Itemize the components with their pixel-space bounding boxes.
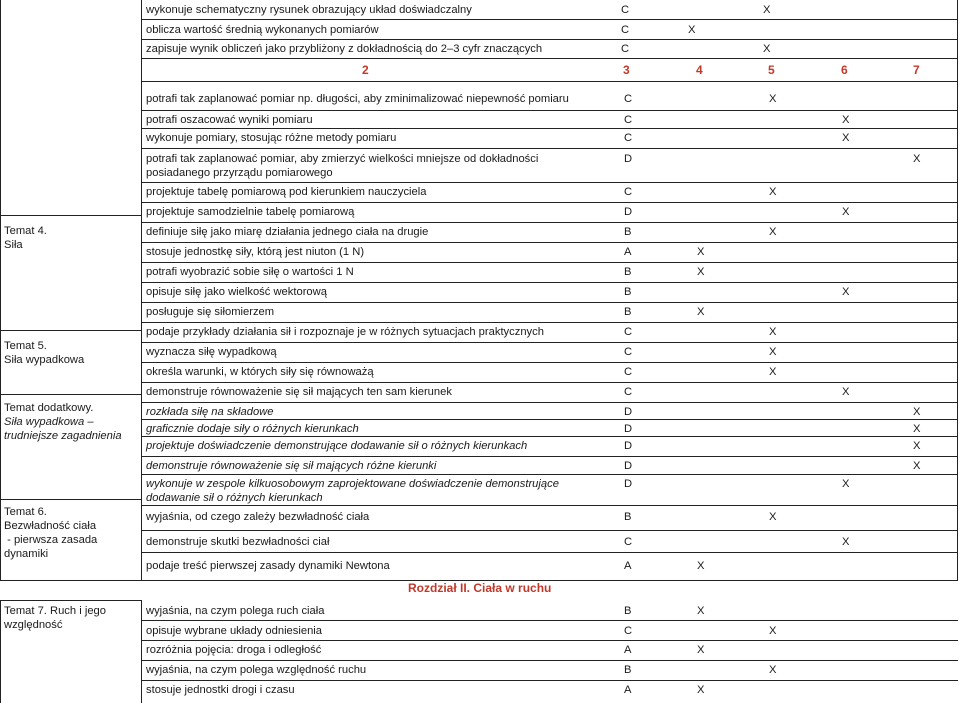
requirement-level: C [624,366,633,378]
requirement-text: wyjaśnia, na czym polega ruch ciała [146,605,325,617]
requirement-level: D [624,440,633,452]
requirement-text: stosuje jednostki drogi i czasu [146,684,295,696]
row-divider [142,419,958,420]
requirement-text: podaje treść pierwszej zasady dynamiki Newtona [146,560,390,572]
requirement-text: potrafi tak zaplanować pomiar np. długości, aby zminimalizować niepewność pomiaru [146,93,569,105]
requirement-level: C [621,24,630,36]
row-divider [142,505,958,506]
requirement-text: definiuje siłę jako miarę działania jednego ciała na drugie [146,226,429,238]
chapter2-column-divider [141,600,142,703]
requirement-text: określa warunki, w których siły się równoważą [146,366,374,378]
row-divider [142,182,958,183]
grade-mark: X [842,132,850,144]
topic-line: Temat 6. [4,506,47,518]
row-divider [142,128,958,129]
grade-mark: X [913,153,921,165]
requirement-level: C [624,93,633,105]
row-divider [142,552,958,553]
requirement-level: A [624,560,632,572]
chapter2-top-border [0,600,142,601]
row-divider [142,148,958,149]
topic-line: dynamiki [4,548,49,560]
requirement-text: wykonuje w zespole kilkuosobowym zaprojektowane doświadczenie demonstrujące dodawanie sił o różnych kierunkach [146,478,559,504]
grade-mark: X [913,406,921,418]
topic-divider [0,394,142,395]
requirement-level: D [624,423,633,435]
requirement-text: oblicza wartość średnią wykonanych pomiarów [146,24,379,36]
grade-mark: X [697,246,705,258]
grade-header-4: 4 [696,63,703,77]
grade-mark: X [697,644,705,656]
row-divider [142,660,958,661]
requirement-text: stosuje jednostkę siły, którą jest niuton (1 N) [146,246,365,258]
requirement-level: B [624,266,632,278]
topic-label [4,339,138,367]
requirement-level: D [624,478,633,490]
topic-label [4,401,138,443]
grade-header-5: 5 [768,63,775,77]
grade-mark: X [769,326,777,338]
grade-mark: X [763,4,771,16]
row-divider [142,456,958,457]
requirement-level: C [621,43,630,55]
requirement-text: wyjaśnia, od czego zależy bezwładność ciała [146,511,370,523]
header-separator-top [141,58,958,59]
grade-header-7: 7 [913,63,920,77]
requirement-level: B [624,511,632,523]
requirement-level: B [624,605,632,617]
row-divider [142,402,958,403]
grade-mark: X [769,93,777,105]
grade-mark: X [697,684,705,696]
row-divider [142,322,958,323]
requirement-text: zapisuje wynik obliczeń jako przybliżony z dokładnością do 2–3 cyfr znaczących [146,43,543,55]
topic-label [4,505,138,561]
requirement-text: wyznacza siłę wypadkową [146,346,277,358]
requirement-level: A [624,246,632,258]
requirement-level: C [624,386,633,398]
row-divider [142,302,958,303]
requirement-level: B [624,664,632,676]
row-divider [142,222,958,223]
requirement-text: rozkłada siłę na składowe [146,406,274,418]
row-divider [142,262,958,263]
topic-line: Siła [4,239,23,251]
requirement-level: C [624,186,633,198]
topic-line: Siła wypadkowa – [4,416,94,428]
requirement-text: demonstruje równoważenie się sił mających różne kierunki [146,460,437,472]
grade-mark: X [769,511,777,523]
row-divider [142,436,958,437]
requirement-text: wyjaśnia, na czym polega względność ruchu [146,664,367,676]
chapter2-left-border [0,600,1,703]
topic-line: względność [4,619,63,631]
grade-mark: X [769,226,777,238]
grade-mark: X [769,625,777,637]
requirement-text: graficznie dodaje siły o różnych kierunkach [146,423,359,435]
topic-line: Temat 5. [4,340,47,352]
requirement-text: wykonuje schematyczny rysunek obrazujący układ doświadczalny [146,4,472,16]
requirement-level: C [624,132,633,144]
section-title: Rozdział II. Ciała w ruchu [408,581,552,595]
requirement-level: B [624,306,632,318]
requirement-text: potrafi oszacować wyniki pomiaru [146,114,313,126]
requirement-level: C [621,4,630,16]
requirement-level: D [624,206,633,218]
grade-mark: X [769,186,777,198]
row-divider [142,19,958,20]
topic-line: Bezwładność ciała [4,520,97,532]
grade-mark: X [842,206,850,218]
grade-mark: X [913,460,921,472]
grade-mark: X [842,536,850,548]
requirement-level: B [624,226,632,238]
topic-label [4,224,138,252]
grade-mark: X [697,266,705,278]
grade-mark: X [842,386,850,398]
topic-column-divider [141,0,142,581]
requirement-text: projektuje tabelę pomiarową pod kierunkiem nauczyciela [146,186,427,198]
grade-mark: X [913,440,921,452]
requirement-text: rozróżnia pojęcia: droga i odległość [146,644,322,656]
requirement-level: D [624,460,633,472]
requirement-level: C [624,326,633,338]
requirement-text: wykonuje pomiary, stosując różne metody pomiaru [146,132,397,144]
table-left-border [0,0,1,581]
row-divider [142,362,958,363]
grade-mark: X [913,423,921,435]
requirement-level: D [624,406,633,418]
requirement-level: A [624,644,632,656]
requirement-text: opisuje wybrane układy odniesienia [146,625,323,637]
grade-mark: X [769,664,777,676]
topic-divider [0,215,142,216]
requirement-text: demonstruje równoważenie się sił mających ten sam kierunek [146,386,452,398]
grade-mark: X [697,306,705,318]
grade-mark: X [697,605,705,617]
row-divider [142,242,958,243]
topic-line: trudniejsze zagadnienia [4,430,122,442]
requirement-text: posługuje się siłomierzem [146,306,275,318]
grade-header-6: 6 [841,63,848,77]
requirement-text: opisuje siłę jako wielkość wektorową [146,286,327,298]
requirement-text: podaje przykłady działania sił i rozpoznaje je w różnych sytuacjach praktycznych [146,326,544,338]
requirement-text: demonstruje skutki bezwładności ciał [146,536,330,548]
requirement-level: C [624,536,633,548]
grade-header-3: 3 [623,63,630,77]
grade-mark: X [842,286,850,298]
topic-divider [0,330,142,331]
row-divider [142,620,958,621]
row-divider [142,382,958,383]
grade-mark: X [688,24,696,36]
row-divider [142,530,958,531]
requirement-text: projektuje doświadczenie demonstrujące dodawanie sił o różnych kierunkach [146,440,528,452]
row-divider [142,342,958,343]
table-right-border [957,0,958,581]
grade-mark: X [769,346,777,358]
topic-label [4,604,138,632]
requirement-level: C [624,114,633,126]
grade-mark: X [842,478,850,490]
row-divider [142,474,958,475]
grade-mark: X [763,43,771,55]
header-separator-bottom [141,81,958,82]
requirement-level: A [624,684,632,696]
requirement-text: potrafi wyobrazić sobie siłę o wartości 1 N [146,266,354,278]
row-divider [142,110,958,111]
grade-mark: X [842,114,850,126]
topic-divider [0,499,142,500]
row-divider [142,39,958,40]
topic-line: Temat 4. [4,225,47,237]
row-divider [142,202,958,203]
topic-line: Temat 7. Ruch i jego [4,605,106,617]
row-divider [142,680,958,681]
requirement-level: B [624,286,632,298]
row-divider [142,282,958,283]
topic-line: - pierwsza zasada [4,534,98,546]
requirement-level: C [624,625,633,637]
requirement-text: projektuje samodzielnie tabelę pomiarową [146,206,355,218]
topic-line: Siła wypadkowa [4,354,85,366]
requirement-level: C [624,346,633,358]
grade-header-2: 2 [362,63,369,77]
grade-mark: X [769,366,777,378]
topic-line: Temat dodatkowy. [4,402,94,414]
grade-mark: X [697,560,705,572]
requirement-level: D [624,153,633,165]
requirement-text: potrafi tak zaplanować pomiar, aby zmierzyć wielkości mniejsze od dokładności posiadanego przyrządu pomiarowego [146,153,539,179]
row-divider [142,640,958,641]
